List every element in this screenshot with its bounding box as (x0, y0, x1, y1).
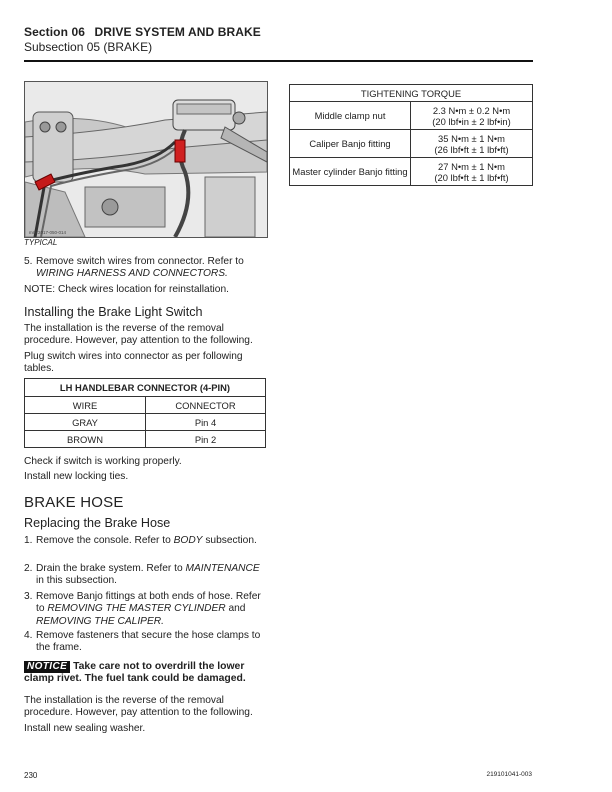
notice-label: NOTICE (24, 661, 70, 673)
hose-step-2: 2. Drain the brake system. Refer to MAINTENANCE in this subsection. (24, 563, 260, 587)
install-switch-heading: Installing the Brake Light Switch (24, 305, 203, 319)
page-number: 230 (24, 771, 38, 780)
torque-value: 35 N•m ± 1 N•m (26 lbf•ft ± 1 lbf•ft) (411, 130, 533, 158)
note-label: NOTE: (24, 284, 56, 295)
wire-cell: GRAY (25, 414, 146, 431)
step-5 (24, 256, 266, 281)
torque-table (289, 84, 533, 186)
torque-item: Middle clamp nut (290, 102, 411, 130)
table-row (25, 414, 266, 431)
connector-cell: Pin 2 (146, 431, 266, 448)
table-row (290, 130, 533, 158)
section-name: DRIVE SYSTEM AND BRAKE (94, 25, 261, 39)
table-row (25, 431, 266, 448)
torque-value: 27 N•m ± 1 N•m (20 lbf•ft ± 1 lbf•ft) (411, 158, 533, 186)
subsection-title: Subsection 05 (BRAKE) (24, 40, 153, 54)
connector-cell: Pin 4 (146, 414, 266, 431)
brake-hose-heading: BRAKE HOSE (24, 494, 124, 511)
torque-item: Caliper Banjo fitting (290, 130, 411, 158)
note-text: Check wires location for reinstallation. (55, 284, 229, 295)
hose-step-3: 3. Remove Banjo fittings at both ends of hose. Refer to REMOVING THE MASTER CYLINDER and REMOVING THE CALIPER. (24, 591, 261, 627)
connector-table (24, 378, 266, 448)
hose-step-1: 1. Remove the console. Refer to BODY subsection. (24, 535, 257, 546)
connector-table-title: LH HANDLEBAR CONNECTOR (4-PIN) (25, 379, 266, 397)
wire-cell: BROWN (25, 431, 146, 448)
handlebar-figure (24, 81, 268, 238)
step-text: Remove switch wires from connector. Refer to (36, 256, 244, 267)
note (24, 284, 266, 296)
handlebar-illustration (25, 82, 267, 237)
notice-box (24, 661, 266, 686)
step-number: 5. (24, 256, 33, 267)
section-title (24, 25, 261, 39)
figure-caption: TYPICAL (24, 238, 58, 247)
document-number: 219101041-003 (486, 771, 532, 778)
check-switch-text: Check if switch is working properly. (24, 456, 182, 467)
torque-value: 2.3 N•m ± 0.2 N•m (20 lbf•in ± 2 lbf•in) (411, 102, 533, 130)
header-rule (24, 60, 533, 62)
hose-step-4: 4. Remove fasteners that secure the hose clamps to the frame. (24, 630, 261, 654)
notice-text: Take care not to overdrill the lower clamp rivet. The fuel tank could be damaged. (24, 661, 246, 685)
column-header-connector: CONNECTOR (146, 397, 266, 414)
torque-table-title: TIGHTENING TORQUE (290, 85, 533, 102)
section-number: Section 06 (24, 25, 86, 39)
install-switch-para-1: The installation is the reverse of the removal procedure. However, pay attention to the following. (24, 323, 253, 347)
table-row (290, 102, 533, 130)
install-switch-para-2: Plug switch wires into connector as per following tables. (24, 351, 243, 375)
step-reference: WIRING HARNESS AND CONNECTORS. (36, 268, 228, 280)
table-row (290, 158, 533, 186)
locking-ties-text: Install new locking ties. (24, 471, 129, 482)
torque-item: Master cylinder Banjo fitting (290, 158, 411, 186)
hose-install-para: The installation is the reverse of the removal procedure. However, pay attention to the following. (24, 695, 253, 719)
column-header-wire: WIRE (25, 397, 146, 414)
sealing-washer-text: Install new sealing washer. (24, 723, 146, 734)
replace-hose-heading: Replacing the Brake Hose (24, 516, 171, 530)
figure-code: mmr2017-050-014 (29, 230, 67, 235)
